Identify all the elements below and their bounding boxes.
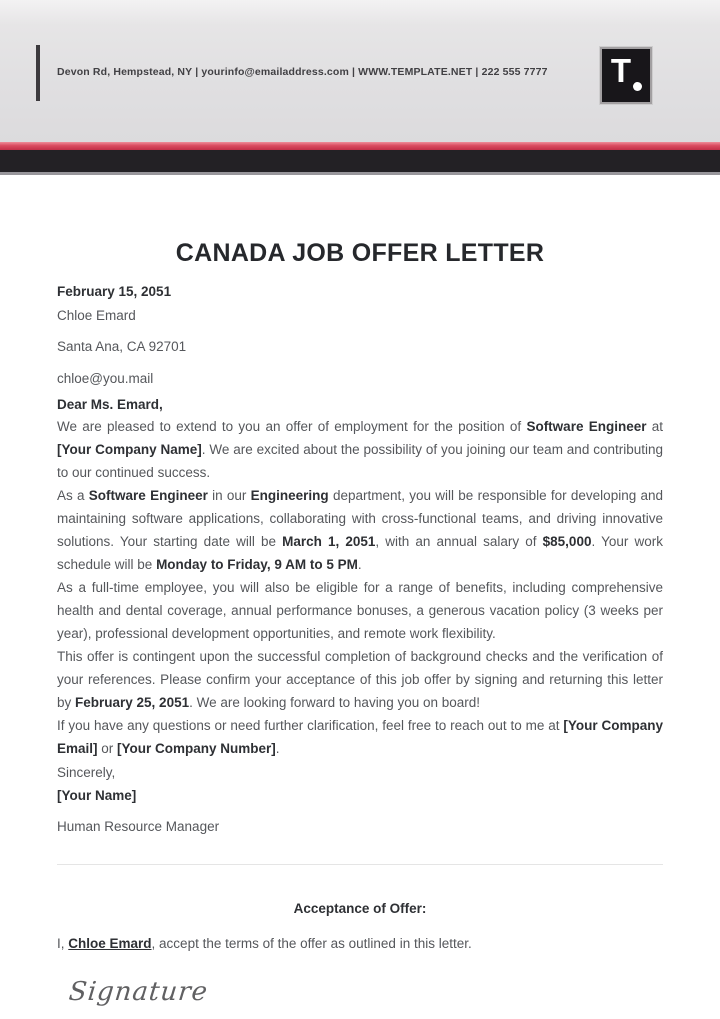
acceptance-statement: I, Chloe Emard, accept the terms of the offer as outlined in this letter. [57,936,472,951]
acceptance-heading: Acceptance of Offer: [293,901,427,916]
letter-date: February 15, 2051 [57,284,172,299]
signature-script: Signature [67,977,210,1007]
logo-dot-icon [633,82,642,91]
company-logo [600,47,652,104]
paragraph-benefits: As a full-time employee, you will also be eligible for a range of benefits, including comprehensive health and dental coverage, annual performance bonuses, a generous vacation policy (3 weeks per year), professional development opportunities, and remote work flexibility. [57,580,663,641]
salutation: Dear Ms. Emard, [57,397,163,412]
accent-vertical-bar [36,45,40,101]
black-accent-stripe [0,150,720,175]
letter-body [0,239,720,1007]
closing: Sincerely, [57,765,116,780]
paragraph-contingency: This offer is contingent upon the successful completion of background checks and the verification of your references. Please confirm your acceptance of this job offer by signing and returning this letter by February 25, 2051. We are looking forward to having you on board! [57,649,663,710]
paragraph-questions: If you have any questions or need further clarification, feel free to reach out to me at [Your Company Email] or [Your Company Number]. [57,718,663,756]
page-title: CANADA JOB OFFER LETTER [175,239,545,267]
logo-letter: T [610,52,632,89]
letter-paragraphs [57,415,663,760]
red-accent-stripe [0,142,720,150]
sender-name: [Your Name] [57,788,137,803]
paragraph-role: As a Software Engineer in our Engineering department, you will be responsible for developing and maintaining software applications, collaborating with cross-functional teams, and driving innovative solutions. Your starting date will be March 1, 2051, with an annual salary of $85,000. Your work schedule will be Monday to Friday, 9 AM to 5 PM. [57,488,664,572]
letterhead-contact-line: Devon Rd, Hempstead, NY | yourinfo@emailaddress.com | WWW.TEMPLATE.NET | 222 555 7777 [57,66,548,78]
recipient-email: chloe@you.mail [57,371,154,386]
recipient-address: Santa Ana, CA 92701 [57,339,187,354]
sender-title: Human Resource Manager [57,819,220,834]
recipient-name: Chloe Emard [57,308,136,323]
section-divider [57,864,663,865]
letterhead [0,0,720,142]
paragraph-offer: We are pleased to extend to you an offer of employment for the position of Software Engineer at [Your Company Name]. We are excited about the possibility of you joining our team and contributing to our continued success. [57,419,664,480]
